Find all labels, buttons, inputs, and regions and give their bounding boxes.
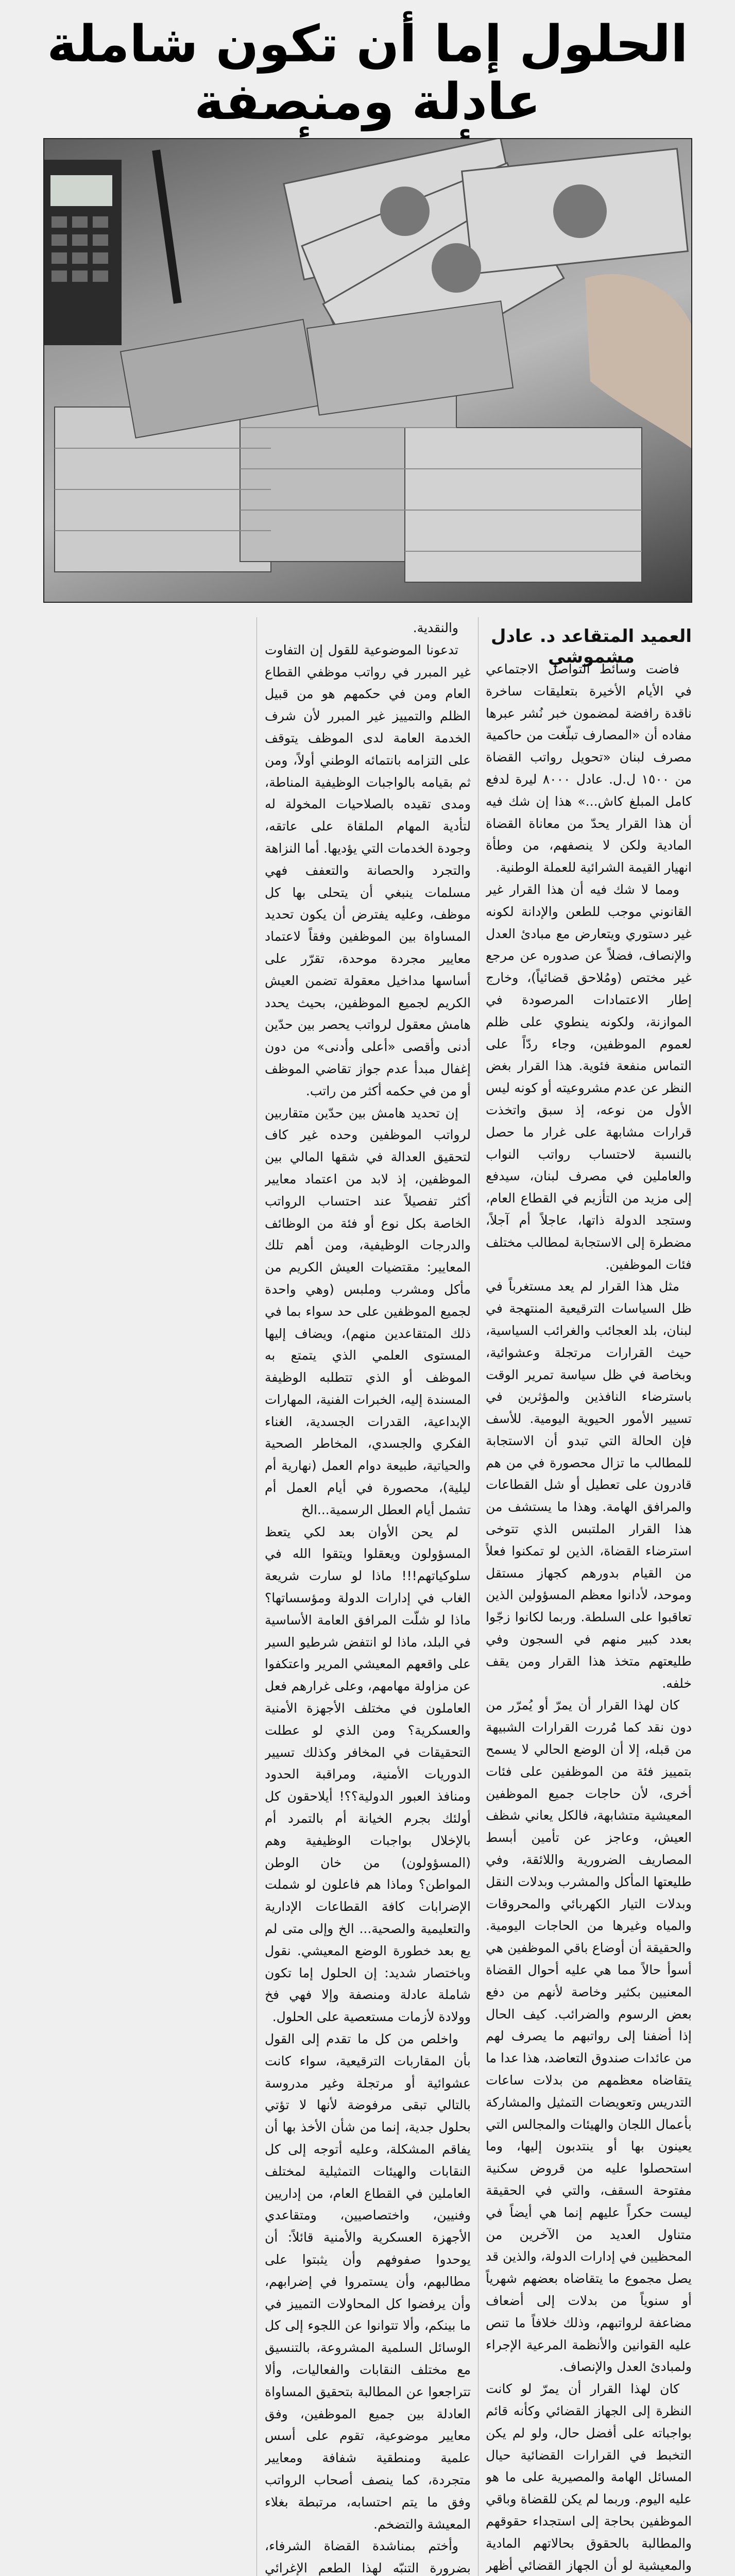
pen-icon	[152, 149, 182, 303]
paragraph: ومما لا شك فيه أن هذا القرار غير القانوني موجب للطعن والإدانة لكونه غير دستوري ويتعارض مع مبادئ العدل والإنصاف، فضلاً عن صدوره عن مرجع غير مختص (ومُلاحق قضائياً)، وخارج إطار الاعتمادات المرصودة في الموازنة، ولكونه ينطوي على ظلم لعموم الموظفين، وجاء ردّاً على التماس منفعة فئوية. هذا القرار بغض النظر عن عدم مشروعيته أو كونه ليس الأول من نوعه، إذ سبق واتخذت قرارات مشابهة على غرار ما حصل بالنسبة لاحتساب رواتب النواب والعاملين في مصرف لبنان، سيدفع إلى مزيد من التأزيم في القطاع العام، وستجد الدولة ذاتها، عاجلاً أم آجلاً، مضطرة إلى الاستجابة لمطالب مختلف فئات الموظفين.	[486, 882, 692, 1272]
article-column-2	[265, 617, 471, 2576]
paragraph: تدعونا الموضوعية للقول إن التفاوت غير المبرر في رواتب موظفي القطاع العام ومن في حكمهم هو من قبيل الظلم والتمييز غير المبرر لأن شرف الخدمة العامة لدى الموظف يتوقف على التزامه بانتمائه الوطني أولاً، ومن ثم بقيامه بالواجبات الوظيفية المناطة، ومدى تقيده بالصلاحيات المخولة له لتأدية المهام الملقاة على عاتقه، وجودة الخدمات التي يؤديها. أما النزاهة والتجرد والحصانة والتعفف فهي مسلمات ينبغي أن يتحلى بها كل موظف، وعليه يفترض أن يكون تحديد المساواة بين الموظفين وفقاً لاعتماد معايير مجردة موحدة، تقرّر على أساسها مداخيل معقولة تضمن العيش الكريم لجميع الموظفين، بحيث يحدد هامش معقول لرواتب يحصر بين حدّين أدنى وأقصى «أعلى وأدنى» من دون إغفال مبدأ عدم جواز تقاضي الموظف أو من في حكمه أكثر من راتب.	[265, 642, 471, 1098]
paragraph: كان لهذا القرار أن يمرّ لو كانت النظرة إلى الجهاز القضائي وكأنه قائم بواجباته على أفضل حال، ولو لم يكن التخبط في القرارات القضائية حيال المسائل الهامة والمصيرية على ما هو عليه اليوم. وربما لم يكن للقضاة وباقي الموظفين بحاجة إلى استجداء حقوقهم والمطالبة بالحقوق بحالاتهم المادية والمعيشية لو أن الجهاز القضائي أظهر	[486, 2381, 692, 2573]
headline	[31, 0, 704, 137]
paragraph: مثل هذا القرار لم يعد مستغرباً في ظل السياسات الترقيعية المنتهجة في لبنان، بلد العجائب والغرائب السياسية، حيث القرارات مرتجلة وعشوائية، وبخاصة في ظل سياسة تمرير الوقت باسترضاء النافذين والمؤثرين في تسيير الأمور الحيوية اليومية. للأسف فإن الحالة التي تبدو أن الاستجابة للمطالب ما تزال محصورة في من هم قادرون على تعطيل أو شل القطاعات والمرافق الهامة. وهذا ما يستشف من هذا القرار الملتبس الذي تتوخى استرضاء القضاة، الذين لو تمكنوا فعلاً من القيام بدورهم كجهاز مستقل وموحد، لأدانوا معظم المسؤولين الذين تعاقبوا على السلطة. وربما لكانوا زجّوا بعدد كبير منهم في السجون وفي طليعتهم متخذ هذا القرار ومن يقف خلفه.	[486, 1279, 692, 1691]
article-column-1	[486, 658, 692, 2576]
paragraph: فاضت وسائط التواصل الاجتماعي في الأيام الأخيرة بتعليقات ساخرة ناقدة رافضة لمضمون خبر نُشر عبرها مفاده أن «المصارف تبلّغت من حاكمية مصرف لبنان «تحويل رواتب القضاة من ١٥٠٠ ل.ل. عادل ٨٠٠٠ ليرة لدفع كامل المبلغ كاش...» هذا إن شك فيه أن هذا القرار يحدّ من معاناة القضاة المادية ولكن لا ينصفهم، من وطأة انهيار القيمة الشرائية للعملة الوطنية.	[486, 662, 692, 875]
paragraph: والنقدية.	[413, 620, 458, 635]
calculator-icon	[44, 160, 122, 345]
paragraph: كان لهذا القرار أن يمرّ أو يُمرّر من دون نقد كما مُررت القرارات الشبيهة من قبله، إلا أن الوضع الحالي لا يسمح بتمييز فئة من الموظفين على فئات أخرى، لأن حاجات جميع الموظفين المعيشية متشابهة، فالكل يعاني شظف العيش، وعاجز عن تأمين أبسط المصاريف الضرورية واللائقة، وفي طليعتها المأكل والمشرب وبدلات النقل وبدلات التيار الكهربائي والمحروقات والمياه وغيرها من الحاجات اليومية. والحقيقة أن أوضاع باقي الموظفين هي أسوأ حالاً مما هي عليه أحوال القضاة المعنيين بكثير وخاصة لأنهم من دفع بعض الرسوم والضرائب. كيف الحال إذا أضفنا إلى رواتبهم ما يصرف لهم من عائدات صندوق التعاضد، هذا عدا ما يتقاضاه معظمهم من بدلات ساعات التدريس وتعويضات التمثيل والمشاركة بأعمال اللجان والهيئات والمجالس التي يعينون بها أو ينتدبون إليها، وما استحصلوا عليه من قروض سكنية مفتوحة السقف، والتي في الحقيقة ليست حكراً عليهم إنما هي أيضاً في متناول العديد من الآخرين من المحظيين في إدارات الدولة، والذين قد يصل مجموع ما يتقاضاه بعضهم شهرياً أو سنوياً من بدلات إلى أضعاف مضاعفة لرواتبهم، وذلك خلافاً ما تنص عليه القوانين والأنظمة المرعية الإجراء ولمبادئ العدل والإنصاف.	[486, 1698, 692, 2375]
hand-icon	[585, 274, 691, 448]
author-byline: العميد المتقاعد د. عادل مشموشي	[491, 626, 692, 667]
headline-line-1: الحلول إما أن تكون شاملة عادلة ومنصفة	[47, 15, 688, 131]
article-column-3	[43, 658, 249, 2576]
paragraph: وأختم بمناشدة القضاة الشرفاء، بضرورة التنبّه لهذا الطعم الإغرائي	[265, 2538, 471, 2576]
article-photo	[43, 138, 692, 603]
paragraph: لم يحن الأوان بعد لكي يتعظ المسؤولون ويعقلوا ويتقوا الله في سلوكياتهم!!! ماذا لو سارت شريعة الغاب في إدارات الدولة ومؤسساتها؟ ماذا لو شلّت المرافق العامة الأساسية في البلد، ماذا لو انتفض شرطيو السير على واقعهم المعيشي المرير واعتكفوا عن مزاولة مهامهم، وعلى غرارهم فعل العاملون في مختلف الأجهزة الأمنية والعسكرية؟ ومن الذي لو عطلت التحقيقات في المخافر وكذلك تسيير الدوريات الأمنية، ومراقبة الحدود ومنافذ العبور الدولية؟؟! أيلاحقون كل أولئك بجرم الخيانة أم بالتمرد أم بالإخلال بواجبات الوظيفية وهم (المسؤولون) من خان الوطن المواطن؟ وماذا هم فاعلون لو شملت الإضرابات كافة القطاعات الإدارية والتعليمية والصحية... الخ وإلى متى لم يع بعد خطورة الوضع المعيشي. نقول وباختصار شديد: إن الحلول إما تكون شاملة عادلة ومنصفة وإلا فهي فخ وولادة لأزمات مستعصية على الحلول.	[265, 1524, 471, 2025]
paragraph: واخلص من كل ما تقدم إلى القول بأن المقاربات الترقيعية، سواء كانت عشوائية أو مرتجلة وغير مدروسة بالتالي تبقى مرفوضة لأنها لا تؤتي بحلول جدية، إنما من شأن الأخذ بها أن يفاقم المشكلة، وعليه أتوجه إلى كل النقابات والهيئات التمثيلية لمختلف العاملين في القطاع العام، من إداريين وفنيين، واختصاصيين، ومتقاعدي الأجهزة العسكرية والأمنية قائلاً: أن يوحدوا صفوفهم وأن يثبتوا على مطالبهم، وأن يستمروا في إضرابهم، وأن يرفضوا كل المحاولات التمييز في ما بينكم، وألا تتوانوا عن اللجوء إلى كل الوسائل السلمية المشروعة، بالتنسيق مع مختلف النقابات والفعاليات، وألا تتراجعوا عن المطالبة بتحقيق المساواة العادلة بين جميع الموظفين، وفق معايير موضوعية، تقوم على أسس علمية ومنطقية شفافة ومعايير متجردة، كما ينصف أصحاب الرواتب وفق ما يتم احتسابه، مرتبطة بغلاء المعيشة والتضخم.	[265, 2031, 471, 2532]
banknotes-calculator-illustration	[44, 139, 691, 602]
lira-stacks	[55, 301, 642, 582]
paragraph: إن تحديد هامش بين حدّين متقاربين لرواتب الموظفين وحده غير كاف لتحقيق العدالة في شقها المالي بين الموظفين، إذ لابد من اعتماد معايير أكثر تفصيلاً عند احتساب الرواتب الخاصة بكل نوع أو فئة من الوظائف والدرجات الوظيفية، ومن أهم تلك المعايير: مقتضيات العيش الكريم من مأكل ومشرب وملبس (وهي واحدة لجميع الموظفين على حد سواء بما في ذلك المتقاعدين منهم)، ويضاف إليها المستوى العلمي الذي يتمتع به الموظف أو الذي تتطلبه الوظيفة المسندة إليه، الخبرات الفنية، المهارات الإبداعية، القدرات الجسدية، الغناء الفكري والجسدي، المخاطر الصحية والحياتية، طبيعة دوام العمل (نهارية أم ليلية)، محصورة في أيام العمل أم تشمل أيام العطل الرسمية...الخ	[265, 1105, 471, 1517]
